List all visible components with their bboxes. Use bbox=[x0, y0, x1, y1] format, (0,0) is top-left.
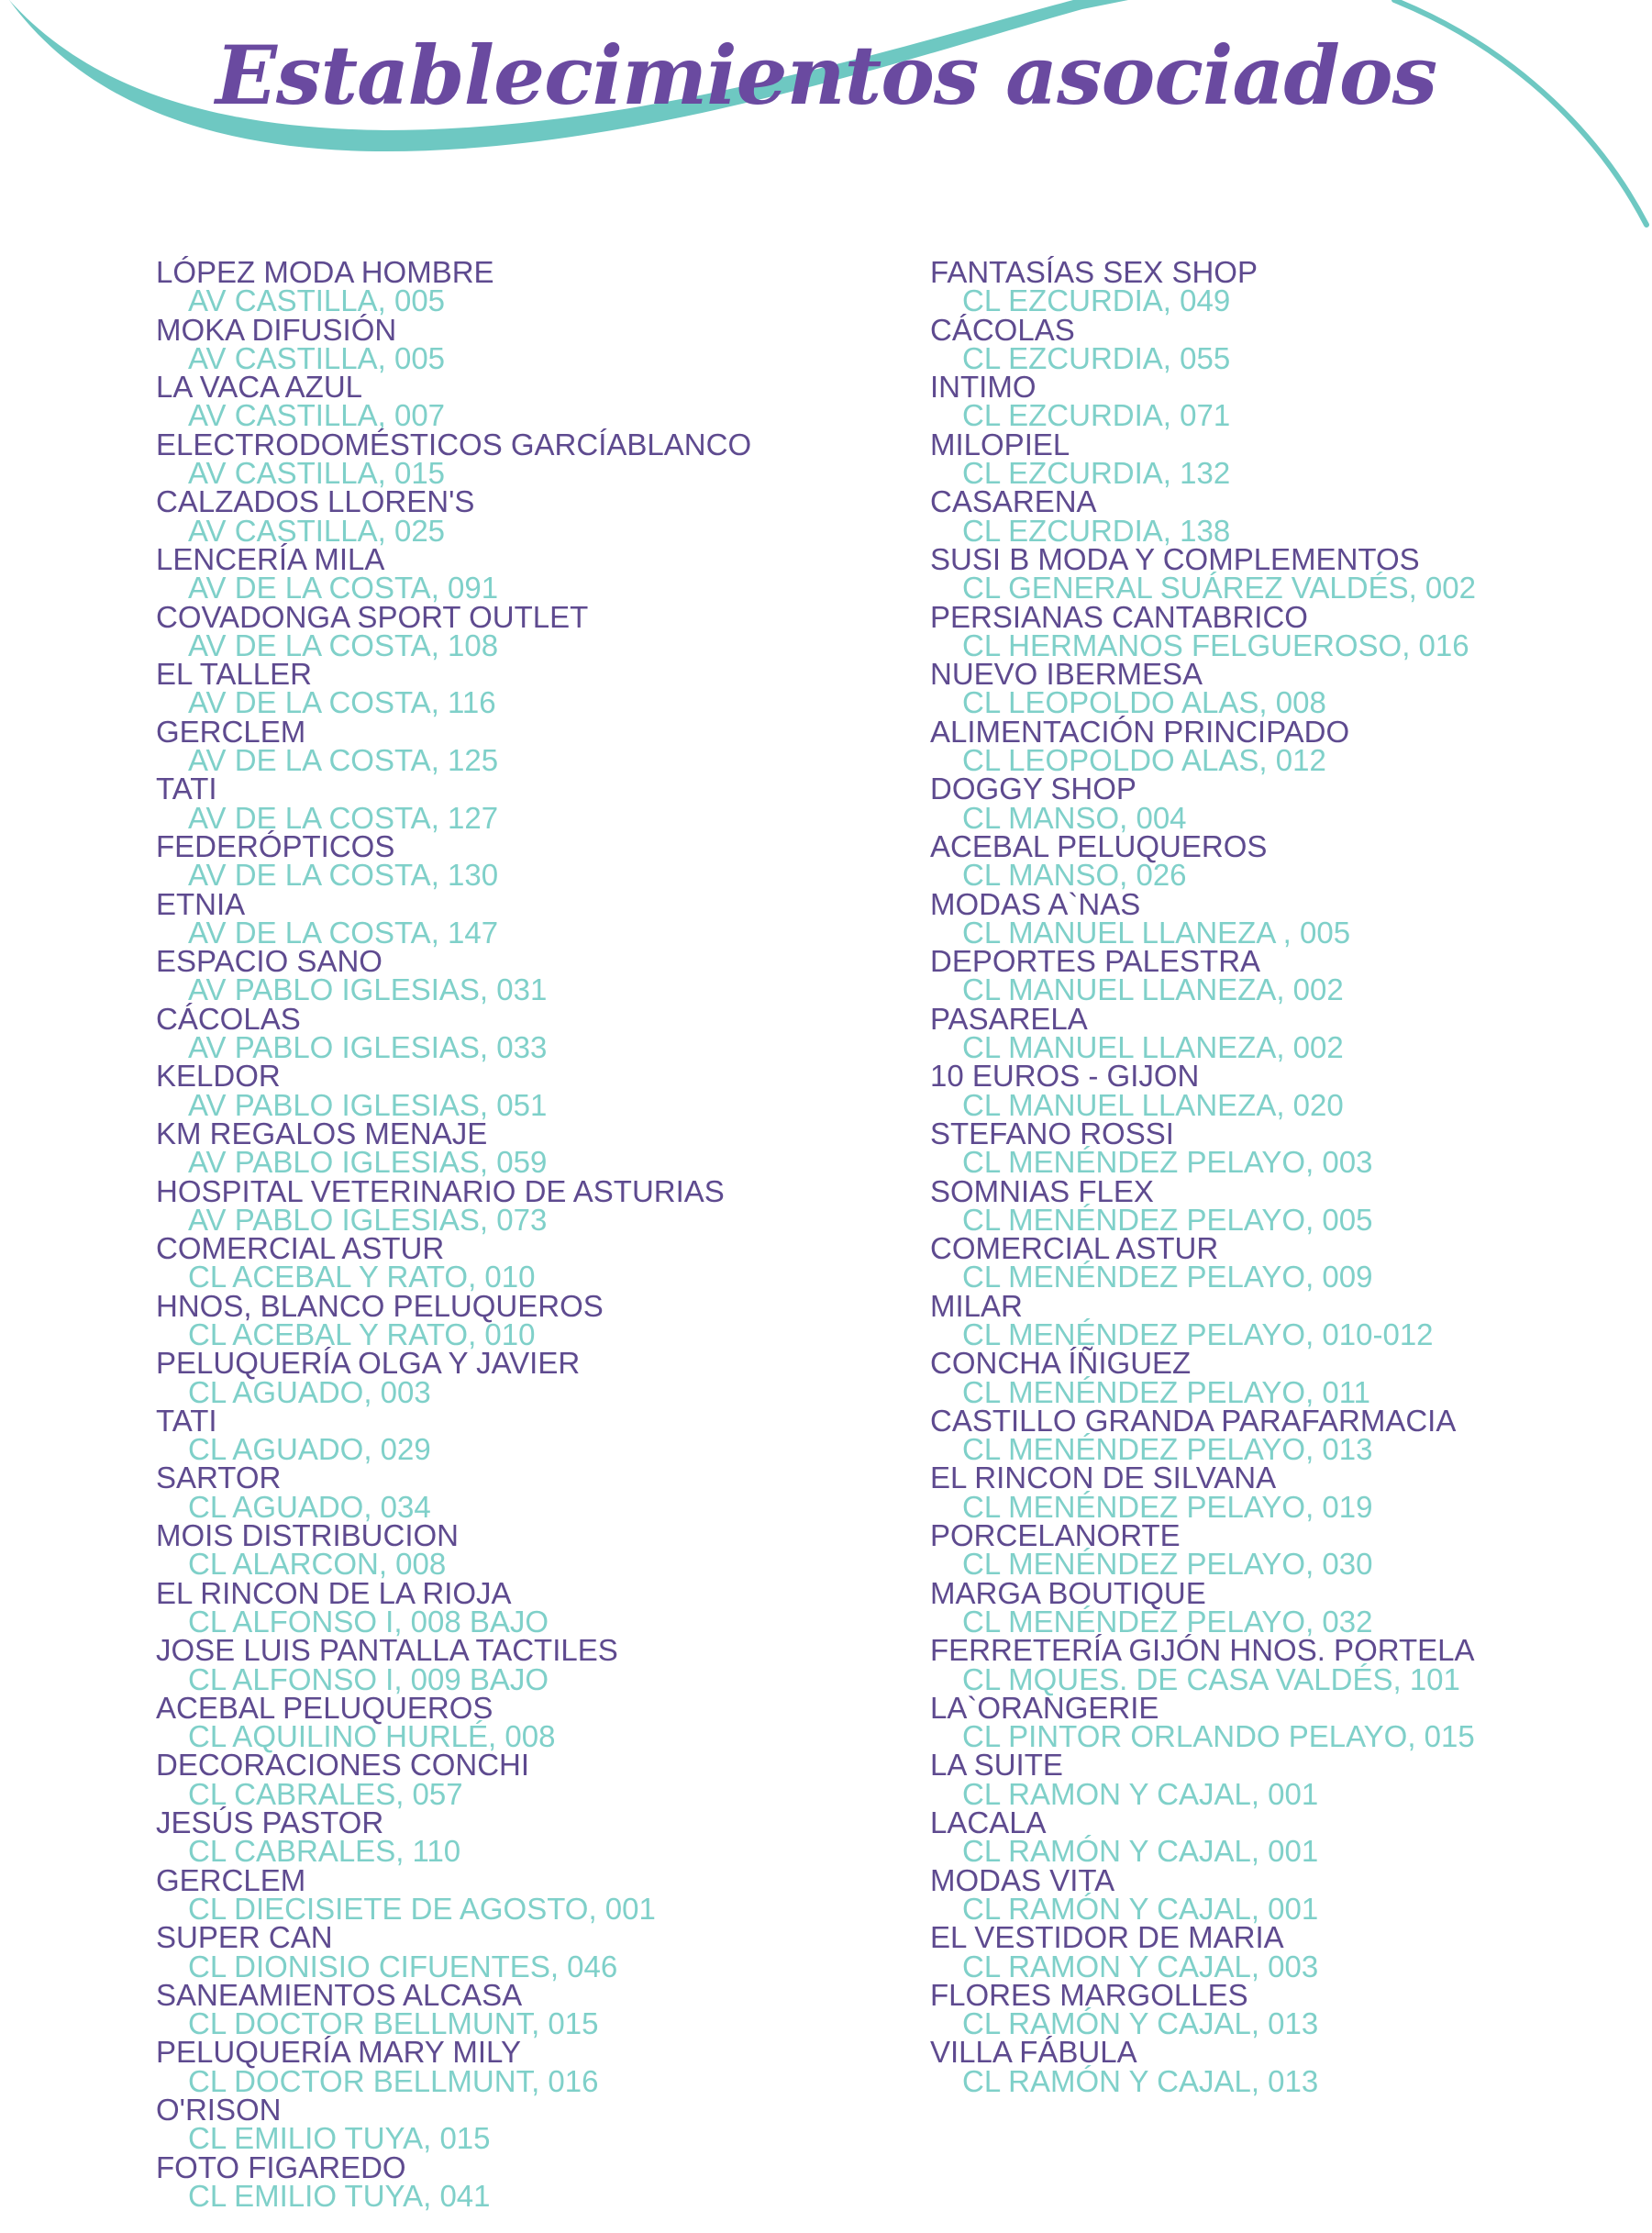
establishment-entry bbox=[156, 599, 908, 662]
establishment-name: PELUQUERÍA MARY MILY bbox=[156, 2035, 521, 2070]
establishment-address: AV DE LA COSTA, 130 bbox=[188, 858, 499, 893]
establishment-address: CL ALFONSO I, 009 BAJO bbox=[188, 1661, 549, 1696]
establishment-name: FEDERÓPTICOS bbox=[156, 828, 395, 863]
establishment-address: CL AGUADO, 029 bbox=[188, 1432, 431, 1467]
establishment-address: CL ACEBAL Y RATO, 010 bbox=[188, 1260, 536, 1294]
establishment-name: ELECTRODOMÉSTICOS GARCÍABLANCO bbox=[156, 427, 752, 461]
establishment-name: LA`ORANGERIE bbox=[930, 1690, 1159, 1725]
establishment-name: KELDOR bbox=[156, 1059, 281, 1094]
establishment-name: PORCELANORTE bbox=[930, 1518, 1181, 1553]
establishment-name: LÓPEZ MODA HOMBRE bbox=[156, 255, 494, 289]
establishment-entry bbox=[930, 1403, 1652, 1467]
establishment-entry bbox=[930, 1116, 1652, 1180]
establishment-name: NUEVO IBERMESA bbox=[930, 657, 1203, 692]
establishment-name: PELUQUERÍA OLGA Y JAVIER bbox=[156, 1346, 581, 1381]
establishment-name: ALIMENTACIÓN PRINCIPADO bbox=[930, 714, 1350, 749]
establishment-address: CL GENERAL SUÁREZ VALDÉS, 002 bbox=[962, 571, 1476, 605]
establishment-name: KM REGALOS MENAJE bbox=[156, 1116, 488, 1150]
establishment-name: PERSIANAS CANTABRICO bbox=[930, 599, 1308, 634]
establishment-entry bbox=[156, 1977, 908, 2041]
establishment-entry bbox=[156, 255, 908, 318]
establishment-entry bbox=[156, 657, 908, 720]
establishment-entry bbox=[930, 1977, 1652, 2041]
establishment-name: SUSI B MODA Y COMPLEMENTOS bbox=[930, 541, 1420, 576]
establishment-name: JOSE LUIS PANTALLA TACTILES bbox=[156, 1633, 618, 1668]
establishment-address: CL RAMÓN Y CAJAL, 013 bbox=[962, 2063, 1319, 2098]
establishment-entry bbox=[930, 484, 1652, 548]
establishment-address: AV DE LA COSTA, 091 bbox=[188, 571, 499, 605]
establishment-name: CASTILLO GRANDA PARAFARMACIA bbox=[930, 1403, 1457, 1438]
establishment-name: HNOS, BLANCO PELUQUEROS bbox=[156, 1288, 604, 1323]
establishment-entry bbox=[930, 427, 1652, 491]
establishment-address: AV PABLO IGLESIAS, 031 bbox=[188, 972, 548, 1007]
establishment-entry bbox=[156, 2035, 908, 2098]
establishment-address: AV DE LA COSTA, 116 bbox=[188, 685, 496, 720]
establishment-address: AV CASTILLA, 007 bbox=[188, 398, 446, 433]
establishment-address: CL MENÉNDEZ PELAYO, 030 bbox=[962, 1547, 1373, 1582]
establishment-name: DEPORTES PALESTRA bbox=[930, 944, 1261, 979]
establishment-entry bbox=[156, 944, 908, 1007]
establishment-name: STEFANO ROSSI bbox=[930, 1116, 1174, 1150]
establishment-address: CL MENÉNDEZ PELAYO, 005 bbox=[962, 1202, 1373, 1237]
establishment-address: CL CABRALES, 110 bbox=[188, 1834, 461, 1869]
establishment-address: CL EMILIO TUYA, 015 bbox=[188, 2121, 491, 2156]
establishment-name: MILAR bbox=[930, 1288, 1023, 1323]
establishment-entry bbox=[930, 541, 1652, 605]
establishment-address: CL ACEBAL Y RATO, 010 bbox=[188, 1316, 536, 1351]
establishment-name: FOTO FIGAREDO bbox=[156, 2150, 406, 2184]
establishment-entry bbox=[930, 886, 1652, 950]
establishment-name: SARTOR bbox=[156, 1461, 282, 1495]
establishment-entry bbox=[156, 484, 908, 548]
establishment-name: MILOPIEL bbox=[930, 427, 1070, 461]
establishment-entry bbox=[156, 1288, 908, 1351]
establishment-address: CL MQUES. DE CASA VALDÉS, 101 bbox=[962, 1661, 1460, 1696]
establishment-address: AV CASTILLA, 025 bbox=[188, 513, 446, 548]
establishment-name: SUPER CAN bbox=[156, 1920, 333, 1955]
establishment-address: CL RAMON Y CAJAL, 003 bbox=[962, 1949, 1319, 1983]
establishment-address: AV PABLO IGLESIAS, 073 bbox=[188, 1202, 548, 1237]
establishment-entry bbox=[156, 886, 908, 950]
establishment-address: CL RAMÓN Y CAJAL, 013 bbox=[962, 2006, 1319, 2041]
establishment-name: MODAS VITA bbox=[930, 1862, 1115, 1897]
establishment-entry bbox=[156, 2093, 908, 2156]
establishment-name: CASARENA bbox=[930, 484, 1097, 519]
establishment-name: MOKA DIFUSIÓN bbox=[156, 312, 397, 347]
establishment-entry bbox=[930, 1001, 1652, 1065]
establishment-address: AV CASTILLA, 005 bbox=[188, 340, 446, 375]
establishment-name: FERRETERÍA GIJÓN HNOS. PORTELA bbox=[930, 1633, 1475, 1668]
establishment-name: CALZADOS LLOREN'S bbox=[156, 484, 475, 519]
establishment-entry bbox=[930, 1173, 1652, 1237]
establishment-address: CL MANUEL LLANEZA , 005 bbox=[962, 915, 1351, 950]
establishment-entry bbox=[156, 1461, 908, 1524]
establishment-name: LA VACA AZUL bbox=[156, 370, 363, 405]
establishment-address: CL MENÉNDEZ PELAYO, 003 bbox=[962, 1145, 1373, 1180]
establishment-address: AV DE LA COSTA, 127 bbox=[188, 800, 499, 835]
establishment-entry bbox=[930, 1059, 1652, 1122]
establishment-address: CL CABRALES, 057 bbox=[188, 1776, 463, 1811]
establishment-entry bbox=[156, 2150, 908, 2213]
establishment-address: AV CASTILLA, 015 bbox=[188, 456, 446, 491]
establishment-entry bbox=[156, 1001, 908, 1065]
establishment-address: CL EZCURDIA, 138 bbox=[962, 513, 1231, 548]
establishment-address: CL EZCURDIA, 132 bbox=[962, 456, 1231, 491]
establishment-entry bbox=[156, 427, 908, 491]
establishment-name: TATI bbox=[156, 1403, 217, 1438]
page-title: Establecimientos asociados bbox=[215, 28, 1437, 123]
establishment-name: LACALA bbox=[930, 1805, 1047, 1840]
establishment-address: CL MENÉNDEZ PELAYO, 010-012 bbox=[962, 1316, 1434, 1351]
establishment-address: AV PABLO IGLESIAS, 051 bbox=[188, 1087, 548, 1122]
establishment-address: CL DIONISIO CIFUENTES, 046 bbox=[188, 1949, 618, 1983]
establishment-address: AV DE LA COSTA, 108 bbox=[188, 628, 499, 662]
establishment-name: VILLA FÁBULA bbox=[930, 2035, 1137, 2070]
establishment-entry bbox=[156, 1633, 908, 1696]
establishment-entry bbox=[156, 828, 908, 893]
establishment-entry bbox=[156, 1805, 908, 1869]
establishment-address: CL MANSO, 026 bbox=[962, 858, 1187, 893]
establishment-name: EL RINCON DE LA RIOJA bbox=[156, 1575, 512, 1610]
establishment-entry bbox=[930, 255, 1652, 318]
establishment-name: SANEAMIENTOS ALCASA bbox=[156, 1977, 523, 2012]
establishment-entry bbox=[156, 1748, 908, 1811]
establishment-address: CL DOCTOR BELLMUNT, 016 bbox=[188, 2063, 599, 2098]
establishment-entry bbox=[156, 714, 908, 778]
establishment-address: CL RAMÓN Y CAJAL, 001 bbox=[962, 1891, 1319, 1926]
establishment-name: EL RINCON DE SILVANA bbox=[930, 1461, 1277, 1495]
establishment-address: CL PINTOR ORLANDO PELAYO, 015 bbox=[962, 1719, 1475, 1754]
establishment-name: ACEBAL PELUQUEROS bbox=[930, 828, 1268, 863]
establishment-entry bbox=[930, 1346, 1652, 1409]
establishment-entry bbox=[156, 1518, 908, 1582]
left-column bbox=[156, 255, 908, 2213]
establishment-address: CL MENÉNDEZ PELAYO, 032 bbox=[962, 1604, 1373, 1639]
establishment-address: AV CASTILLA, 005 bbox=[188, 283, 446, 318]
establishment-entry bbox=[930, 772, 1652, 835]
establishment-name: COVADONGA SPORT OUTLET bbox=[156, 599, 589, 634]
establishment-entry bbox=[930, 1231, 1652, 1294]
establishment-name: CONCHA ÍÑIGUEZ bbox=[930, 1346, 1192, 1381]
establishment-name: 10 EUROS - GIJON bbox=[930, 1059, 1200, 1094]
establishment-address: AV DE LA COSTA, 125 bbox=[188, 743, 499, 778]
establishment-entry bbox=[930, 1288, 1652, 1351]
establishment-address: AV PABLO IGLESIAS, 033 bbox=[188, 1030, 548, 1065]
establishment-name: INTIMO bbox=[930, 370, 1037, 405]
establishment-name: SOMNIAS FLEX bbox=[930, 1173, 1154, 1208]
establishment-name: COMERCIAL ASTUR bbox=[156, 1231, 445, 1266]
establishment-entry bbox=[930, 312, 1652, 375]
establishment-address: AV PABLO IGLESIAS, 059 bbox=[188, 1145, 548, 1180]
establishment-address: CL DOCTOR BELLMUNT, 015 bbox=[188, 2006, 599, 2041]
establishment-address: CL EZCURDIA, 049 bbox=[962, 283, 1231, 318]
establishment-name: MODAS A`NAS bbox=[930, 886, 1141, 921]
establishment-entry bbox=[930, 1862, 1652, 1926]
establishment-entry bbox=[930, 370, 1652, 433]
establishment-address: CL AGUADO, 003 bbox=[188, 1374, 431, 1409]
establishment-entry bbox=[156, 1173, 908, 1237]
establishment-name: DECORACIONES CONCHI bbox=[156, 1748, 530, 1783]
establishment-name: O'RISON bbox=[156, 2093, 282, 2127]
establishment-address: AV DE LA COSTA, 147 bbox=[188, 915, 499, 950]
establishment-address: CL ALARCON, 008 bbox=[188, 1547, 447, 1582]
establishment-name: LENCERÍA MILA bbox=[156, 541, 385, 576]
establishment-name: LA SUITE bbox=[930, 1748, 1063, 1783]
establishment-address: CL RAMÓN Y CAJAL, 001 bbox=[962, 1834, 1319, 1869]
establishment-entry bbox=[930, 828, 1652, 893]
establishment-name: GERCLEM bbox=[156, 714, 306, 749]
establishment-name: CÁCOLAS bbox=[930, 312, 1075, 347]
establishment-entry bbox=[930, 1518, 1652, 1582]
establishment-name: EL VESTIDOR DE MARIA bbox=[930, 1920, 1284, 1955]
establishment-entry bbox=[930, 714, 1652, 778]
establishment-name: DOGGY SHOP bbox=[930, 772, 1136, 806]
establishment-entry bbox=[156, 772, 908, 835]
establishment-address: CL AQUILINO HURLÉ, 008 bbox=[188, 1719, 556, 1754]
establishment-address: CL MANUEL LLANEZA, 002 bbox=[962, 972, 1344, 1007]
establishment-entry bbox=[156, 1059, 908, 1122]
establishment-name: FLORES MARGOLLES bbox=[930, 1977, 1248, 2012]
establishment-address: CL EZCURDIA, 055 bbox=[962, 340, 1231, 375]
establishment-address: CL ALFONSO I, 008 BAJO bbox=[188, 1604, 549, 1639]
establishment-entry bbox=[156, 1920, 908, 1983]
establishment-address: CL MANSO, 004 bbox=[962, 800, 1187, 835]
establishment-entry bbox=[156, 370, 908, 433]
establishment-entry bbox=[930, 657, 1652, 720]
establishment-address: CL MANUEL LLANEZA, 020 bbox=[962, 1087, 1344, 1122]
establishment-address: CL RAMON Y CAJAL, 001 bbox=[962, 1776, 1319, 1811]
establishment-entry bbox=[930, 599, 1652, 662]
establishment-entry bbox=[930, 1633, 1652, 1696]
establishment-name: MOIS DISTRIBUCION bbox=[156, 1518, 460, 1553]
establishment-entry bbox=[156, 1690, 908, 1754]
establishment-address: CL LEOPOLDO ALAS, 008 bbox=[962, 685, 1326, 720]
establishment-address: CL AGUADO, 034 bbox=[188, 1489, 431, 1524]
establishment-entry bbox=[930, 1920, 1652, 1983]
establishment-entry bbox=[930, 1690, 1652, 1754]
establishment-name: GERCLEM bbox=[156, 1862, 306, 1897]
establishment-name: EL TALLER bbox=[156, 657, 312, 692]
establishment-entry bbox=[930, 1575, 1652, 1639]
establishment-entry bbox=[930, 1805, 1652, 1869]
establishment-entry bbox=[156, 1575, 908, 1639]
establishment-entry bbox=[930, 1461, 1652, 1524]
establishment-name: ACEBAL PELUQUEROS bbox=[156, 1690, 493, 1725]
establishment-address: CL MENÉNDEZ PELAYO, 019 bbox=[962, 1489, 1373, 1524]
establishment-address: CL MANUEL LLANEZA, 002 bbox=[962, 1030, 1344, 1065]
establishment-entry bbox=[156, 312, 908, 375]
establishment-address: CL EZCURDIA, 071 bbox=[962, 398, 1231, 433]
establishment-address: CL MENÉNDEZ PELAYO, 013 bbox=[962, 1432, 1373, 1467]
establishment-entry bbox=[930, 1748, 1652, 1811]
establishment-name: ETNIA bbox=[156, 886, 246, 921]
establishment-entry bbox=[156, 1403, 908, 1467]
establishment-address: CL MENÉNDEZ PELAYO, 009 bbox=[962, 1260, 1373, 1294]
establishment-name: TATI bbox=[156, 772, 217, 806]
establishment-entry bbox=[930, 944, 1652, 1007]
establishment-name: PASARELA bbox=[930, 1001, 1088, 1036]
establishment-entry bbox=[930, 2035, 1652, 2098]
establishment-name: COMERCIAL ASTUR bbox=[930, 1231, 1219, 1266]
establishment-entry bbox=[156, 1116, 908, 1180]
establishment-address: CL HERMANOS FELGUEROSO, 016 bbox=[962, 628, 1469, 662]
establishment-name: ESPACIO SANO bbox=[156, 944, 383, 979]
establishment-name: JESÚS PASTOR bbox=[156, 1805, 384, 1840]
establishment-entry bbox=[156, 1346, 908, 1409]
right-column bbox=[930, 255, 1652, 2098]
establishment-name: CÁCOLAS bbox=[156, 1001, 301, 1036]
establishment-entry bbox=[156, 1231, 908, 1294]
establishment-address: CL LEOPOLDO ALAS, 012 bbox=[962, 743, 1326, 778]
establishment-entry bbox=[156, 1862, 908, 1926]
establishment-name: FANTASÍAS SEX SHOP bbox=[930, 255, 1258, 289]
establishment-name: HOSPITAL VETERINARIO DE ASTURIAS bbox=[156, 1173, 725, 1208]
establishment-address: CL EMILIO TUYA, 041 bbox=[188, 2178, 491, 2213]
establishment-name: MARGA BOUTIQUE bbox=[930, 1575, 1206, 1610]
establishment-address: CL DIECISIETE DE AGOSTO, 001 bbox=[188, 1891, 656, 1926]
establishment-entry bbox=[156, 541, 908, 605]
establishment-address: CL MENÉNDEZ PELAYO, 011 bbox=[962, 1374, 1371, 1409]
